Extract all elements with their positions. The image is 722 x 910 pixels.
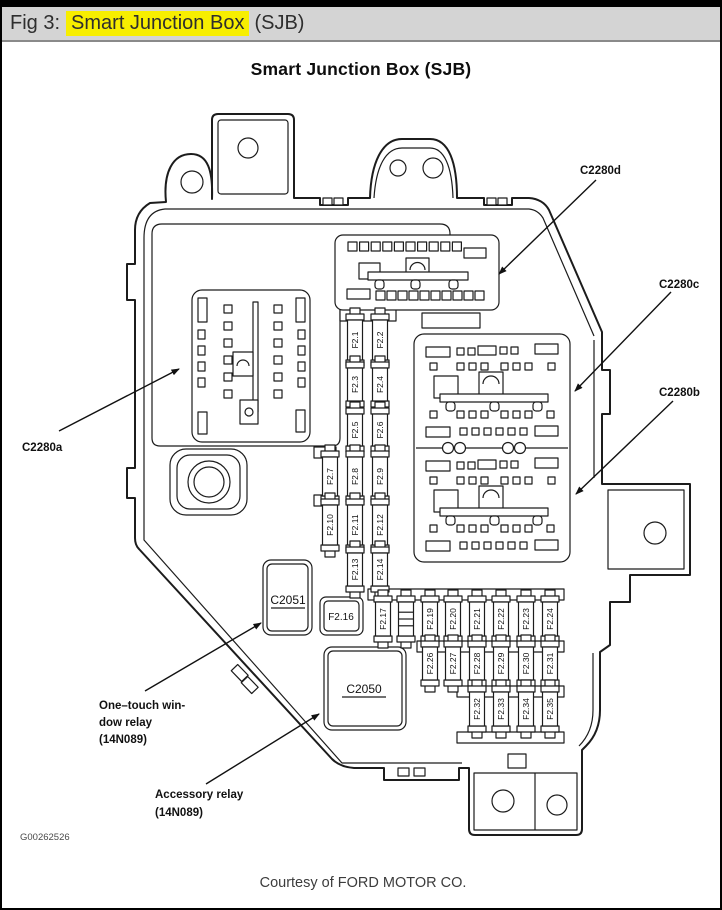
fuse-label: F2.28 (472, 652, 482, 675)
figure-title-suffix: (SJB) (254, 12, 305, 34)
fuse-label: F2.14 (375, 558, 385, 581)
mount-knob (170, 449, 247, 515)
fuse-label: F2.17 (378, 608, 388, 630)
one-touch-relay-label-line2: dow relay (99, 717, 153, 729)
fuse-label: F2.19 (425, 608, 435, 630)
fuse-label: F2.32 (472, 698, 482, 720)
fuse-f2-13 (346, 541, 364, 598)
fuse-label: F2.30 (521, 652, 531, 675)
fuse-label: F2.9 (375, 467, 385, 486)
fuse-label: F2.27 (448, 652, 458, 675)
fuse-label: F2.2 (375, 331, 385, 349)
fuse-box-label-f2-16: F2.16 (328, 612, 354, 623)
fuse-f2-10 (321, 493, 339, 557)
one-touch-relay-label-line1: One–touch win- (99, 700, 186, 712)
accessory-relay-label-line1: Accessory relay (155, 789, 244, 801)
fuse-label: F2.29 (496, 652, 506, 675)
fuse-label: F2.8 (350, 467, 360, 486)
fuse-label: F2.31 (545, 652, 555, 675)
fuse-label: F2.20 (448, 608, 458, 630)
fuse-label: F2.22 (496, 608, 506, 630)
one-touch-relay-label-line3: (14N089) (99, 734, 147, 746)
arrow-c2280d (499, 180, 596, 274)
figure-number: Fig 3: (10, 12, 61, 34)
fuse-f2-35 (541, 680, 559, 738)
junction-box-outline (127, 114, 690, 835)
fuse-label: F2.6 (375, 421, 385, 439)
fuse-blank (397, 590, 415, 648)
fuse-label: F2.3 (350, 375, 360, 394)
fuse-f2-17 (374, 590, 392, 648)
fuse-f2-26 (421, 635, 439, 692)
fuse-f2-27 (444, 635, 462, 692)
fuse-label: F2.24 (545, 608, 555, 630)
fuse-label: F2.1 (350, 331, 360, 349)
vertical-fuse-array (321, 308, 389, 598)
fuse-label: F2.12 (375, 514, 385, 536)
fuse-label: F2.10 (325, 514, 335, 536)
fuse-label: F2.33 (496, 698, 506, 720)
fuse-label: F2.13 (350, 558, 360, 581)
figure-title-highlighted: Smart Junction Box (66, 11, 249, 36)
courtesy-note: Courtesy of FORD MOTOR CO. (259, 875, 467, 891)
arrow-c2280b (576, 401, 673, 494)
arrow-accessory-relay (206, 714, 319, 784)
fuse-f2-32 (468, 680, 486, 738)
connector-label-c2280b: C2280b (659, 387, 700, 399)
fuse-label: F2.35 (545, 698, 555, 720)
fuse-label: F2.5 (350, 421, 360, 439)
fuse-label: F2.7 (325, 467, 335, 486)
fuse-label: F2.34 (521, 698, 531, 720)
fuse-label: F2.26 (425, 652, 435, 675)
accessory-relay-label-line2: (14N089) (155, 807, 203, 819)
connector-block-c2280c-c2280b (414, 313, 570, 562)
arrow-c2280a (59, 369, 179, 431)
relay-box-label-c2050: C2050 (346, 682, 382, 696)
diagram-title: Smart Junction Box (SJB) (250, 59, 472, 79)
connector-c2280d (335, 235, 499, 310)
connector-label-c2280a: C2280a (22, 442, 63, 454)
fuse-f2-34 (517, 680, 535, 738)
fuse-label: F2.23 (521, 608, 531, 630)
connector-label-c2280c: C2280c (659, 279, 700, 291)
junction-box-diagram (2, 2, 722, 910)
connector-label-c2280d: C2280d (580, 165, 621, 177)
fuse-label: F2.21 (472, 608, 482, 630)
relay-box-label-c2051: C2051 (270, 593, 306, 607)
arrow-c2280c (575, 292, 671, 391)
fuse-f2-33 (492, 680, 510, 738)
connector-c2280a (192, 290, 310, 442)
fuse-label: F2.11 (350, 514, 360, 536)
fuse-label: F2.4 (375, 375, 385, 394)
drawing-code: G00262526 (20, 832, 70, 843)
